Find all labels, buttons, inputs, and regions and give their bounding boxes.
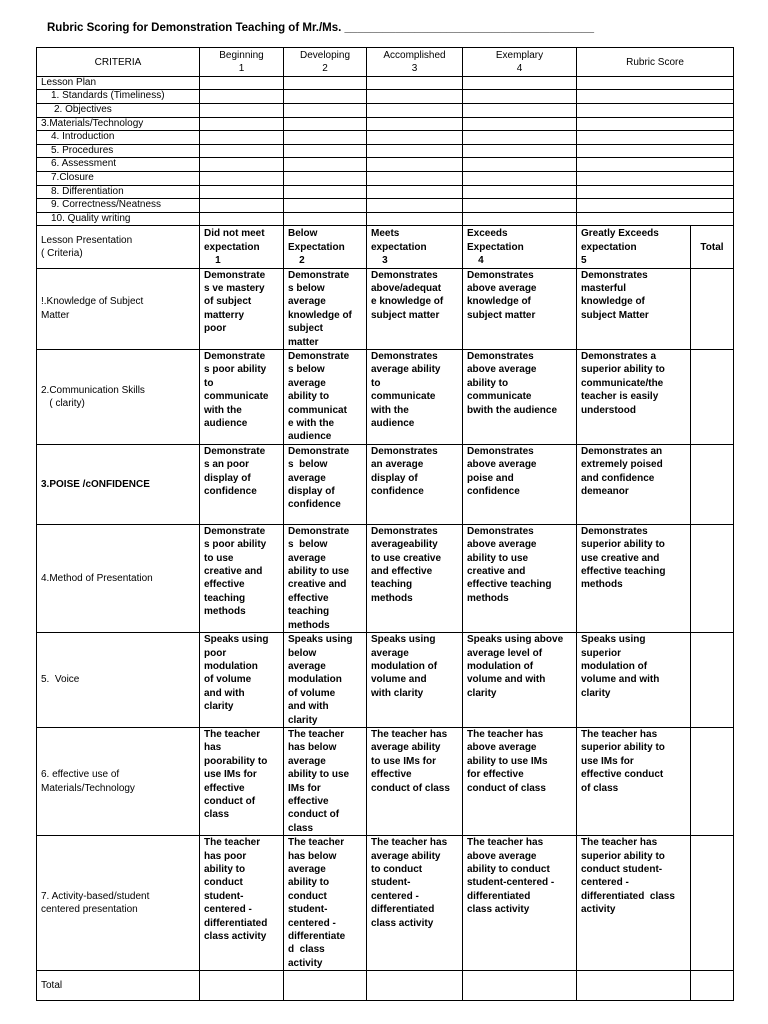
score-cell [200, 117, 284, 131]
level-name: Developing [299, 50, 351, 61]
lesson-plan-item-row [37, 212, 734, 226]
score-cell [367, 185, 463, 199]
score-cell [200, 158, 284, 172]
criterion-label: 3.POISE /cONFIDENCE [37, 444, 200, 524]
lesson-plan-item-row [37, 199, 734, 213]
score-cell [284, 171, 367, 185]
criterion-label: 5. Voice [37, 633, 200, 728]
rubric-score-cell [577, 144, 734, 158]
total-cell [367, 971, 463, 1001]
level-number: 3 [411, 63, 418, 75]
lesson-plan-item-row [37, 158, 734, 172]
rubric-table [36, 47, 734, 1001]
criterion-cell: The teacher has superior ability to use IMs for effective conduct of class [577, 727, 691, 835]
rubric-score-cell [577, 131, 734, 145]
score-cell [463, 144, 577, 158]
score-cell [463, 171, 577, 185]
score-cell [463, 76, 577, 90]
criterion-cell: Demonstrates an extremely poised and confidence demeanor [577, 444, 691, 524]
rubric-score-cell [577, 158, 734, 172]
rubric-score-cell [577, 212, 734, 226]
lesson-plan-item: 9. Correctness/Neatness [37, 199, 200, 213]
lesson-plan-item: 10. Quality writing [37, 212, 200, 226]
level-number: 4 [516, 63, 523, 75]
rubric-score-cell [577, 185, 734, 199]
score-cell [463, 199, 577, 213]
criterion-row [37, 444, 734, 524]
score-cell [367, 158, 463, 172]
score-cell [200, 212, 284, 226]
criterion-cell: Demonstrates an average display of confidence [367, 444, 463, 524]
lesson-plan-item-row [37, 144, 734, 158]
presentation-level-3: Meets expectation 3 [367, 226, 463, 268]
lesson-plan-item: 7.Closure [37, 171, 200, 185]
criterion-cell: The teacher has below average ability to conduct student- centered - differentiate d class activity [284, 836, 367, 971]
level-header-beginning [200, 48, 284, 77]
lesson-plan-item: 8. Differentiation [37, 185, 200, 199]
lesson-plan-item-row [37, 90, 734, 104]
presentation-label: Lesson Presentation ( Criteria) [37, 226, 200, 268]
score-cell [367, 90, 463, 104]
rubric-score-cell [577, 104, 734, 118]
criterion-cell: Demonstrates masterful knowledge of subject Matter [577, 268, 691, 349]
criterion-cell: The teacher has average ability to conduct student- centered - differentiated class activity [367, 836, 463, 971]
score-cell [284, 117, 367, 131]
total-header: Total [691, 226, 734, 268]
criterion-cell: Speaks using superior modulation of volume and with clarity [577, 633, 691, 728]
lesson-plan-item: 4. Introduction [37, 131, 200, 145]
total-cell [577, 971, 691, 1001]
score-cell [284, 144, 367, 158]
lesson-plan-row [37, 76, 734, 90]
criterion-cell: Demonstrates superior ability to use creative and effective teaching methods [577, 524, 691, 632]
total-cell [691, 727, 734, 835]
criterion-label: 6. effective use of Materials/Technology [37, 727, 200, 835]
lesson-plan-item: 2. Objectives [37, 104, 200, 118]
level-name: Exemplary [495, 50, 544, 61]
score-cell [284, 104, 367, 118]
lesson-plan-item-row [37, 104, 734, 118]
presentation-level-2: Below Expectation 2 [284, 226, 367, 268]
criterion-cell: The teacher has poorability to use IMs for effective conduct of class [200, 727, 284, 835]
score-cell [367, 104, 463, 118]
score-cell [367, 171, 463, 185]
score-cell [200, 131, 284, 145]
lesson-plan-item: 1. Standards (Timeliness) [37, 90, 200, 104]
score-cell [463, 131, 577, 145]
score-cell [367, 76, 463, 90]
rubric-score-cell [577, 117, 734, 131]
lesson-plan-item: 3.Materials/Technology [37, 117, 200, 131]
score-cell [367, 199, 463, 213]
total-row [37, 971, 734, 1001]
score-cell [284, 199, 367, 213]
lesson-plan-item-row [37, 185, 734, 199]
criteria-header: CRITERIA [37, 48, 200, 77]
criterion-cell: Demonstrate s below average knowledge of subject matter [284, 268, 367, 349]
presentation-level-1: Did not meet expectation 1 [200, 226, 284, 268]
criterion-label: 4.Method of Presentation [37, 524, 200, 632]
score-cell [367, 131, 463, 145]
score-cell [463, 117, 577, 131]
criterion-cell: The teacher has below average ability to use IMs for effective conduct of class [284, 727, 367, 835]
criterion-cell: Demonstrate s below average display of confidence [284, 444, 367, 524]
criterion-cell: Demonstrate s below average ability to use creative and effective teaching methods [284, 524, 367, 632]
page-title: Rubric Scoring for Demonstration Teaching of Mr./Ms. _______________________________________ [47, 22, 594, 34]
score-cell [200, 104, 284, 118]
score-cell [463, 90, 577, 104]
score-cell [284, 131, 367, 145]
presentation-header-row [37, 226, 734, 268]
criterion-cell: Speaks using poor modulation of volume and with clarity [200, 633, 284, 728]
criterion-label: 7. Activity-based/student centered presentation [37, 836, 200, 971]
criterion-row [37, 268, 734, 349]
rubric-score-cell [577, 90, 734, 104]
level-header-developing [284, 48, 367, 77]
criterion-cell: Demonstrates averageability to use creative and effective teaching methods [367, 524, 463, 632]
criterion-row [37, 524, 734, 632]
criterion-cell: Demonstrate s an poor display of confidence [200, 444, 284, 524]
score-cell [367, 212, 463, 226]
score-cell [284, 76, 367, 90]
total-cell [284, 971, 367, 1001]
criterion-cell: Speaks using above average level of modulation of volume and with clarity [463, 633, 577, 728]
criterion-cell: Demonstrates average ability to communicate with the audience [367, 350, 463, 445]
total-cell [691, 524, 734, 632]
criterion-cell: Demonstrate s ve mastery of subject matterry poor [200, 268, 284, 349]
lesson-plan-item-row [37, 171, 734, 185]
criterion-cell: Demonstrate s poor ability to communicate with the audience [200, 350, 284, 445]
rubric-score-cell [577, 199, 734, 213]
score-cell [367, 144, 463, 158]
level-name: Beginning [219, 50, 264, 61]
score-cell [463, 185, 577, 199]
criterion-row [37, 633, 734, 728]
criterion-cell: The teacher has superior ability to conduct student- centered - differentiated class activity [577, 836, 691, 971]
rubric-score-cell [577, 171, 734, 185]
criterion-cell: Demonstrates a superior ability to communicate/the teacher is easily understood [577, 350, 691, 445]
criterion-cell: Demonstrates above average ability to use creative and effective teaching methods [463, 524, 577, 632]
criterion-row [37, 836, 734, 971]
score-cell [284, 185, 367, 199]
total-cell [691, 268, 734, 349]
criterion-cell: Speaks using below average modulation of volume and with clarity [284, 633, 367, 728]
criterion-cell: Demonstrates above average poise and confidence [463, 444, 577, 524]
score-cell [463, 212, 577, 226]
total-cell [691, 836, 734, 971]
score-cell [284, 158, 367, 172]
score-cell [200, 144, 284, 158]
level-number: 2 [322, 63, 328, 75]
score-cell [200, 199, 284, 213]
criterion-label: !.Knowledge of Subject Matter [37, 268, 200, 349]
score-cell [463, 158, 577, 172]
criterion-cell: Demonstrate s poor ability to use creative and effective teaching methods [200, 524, 284, 632]
total-cell [463, 971, 577, 1001]
presentation-level-5: Greatly Exceeds expectation 5 [577, 226, 691, 268]
presentation-level-4: Exceeds Expectation 4 [463, 226, 577, 268]
total-cell [200, 971, 284, 1001]
score-cell [200, 185, 284, 199]
header-row [37, 48, 734, 77]
lesson-plan-label: Lesson Plan [37, 76, 200, 90]
rubric-score-header: Rubric Score [577, 48, 734, 77]
total-cell [691, 444, 734, 524]
lesson-plan-item-row [37, 117, 734, 131]
total-cell [691, 971, 734, 1001]
lesson-plan-item: 5. Procedures [37, 144, 200, 158]
criterion-cell: Demonstrate s below average ability to communicat e with the audience [284, 350, 367, 445]
criterion-row [37, 727, 734, 835]
score-cell [463, 104, 577, 118]
score-cell [200, 171, 284, 185]
level-header-accomplished [367, 48, 463, 77]
score-cell [284, 212, 367, 226]
criterion-label: 2.Communication Skills ( clarity) [37, 350, 200, 445]
score-cell [200, 90, 284, 104]
criterion-cell: Demonstrates above average ability to communicate bwith the audience [463, 350, 577, 445]
rubric-score-cell [577, 76, 734, 90]
total-cell [691, 350, 734, 445]
total-label: Total [37, 971, 200, 1001]
level-name: Accomplished [383, 50, 446, 61]
criterion-cell: The teacher has poor ability to conduct student- centered - differentiated class activity [200, 836, 284, 971]
level-header-exemplary [463, 48, 577, 77]
criterion-row [37, 350, 734, 445]
total-cell [691, 633, 734, 728]
criterion-cell: Demonstrates above/adequat e knowledge of subject matter [367, 268, 463, 349]
score-cell [200, 76, 284, 90]
score-cell [284, 90, 367, 104]
criterion-cell: The teacher has average ability to use IMs for effective conduct of class [367, 727, 463, 835]
lesson-plan-item-row [37, 131, 734, 145]
criterion-cell: The teacher has above average ability to use IMs for effective conduct of class [463, 727, 577, 835]
level-number: 1 [238, 63, 245, 75]
criterion-cell: Speaks using average modulation of volume and with clarity [367, 633, 463, 728]
criterion-cell: Demonstrates above average knowledge of subject matter [463, 268, 577, 349]
criterion-cell: The teacher has above average ability to conduct student-centered - differentiated class activity [463, 836, 577, 971]
score-cell [367, 117, 463, 131]
lesson-plan-item: 6. Assessment [37, 158, 200, 172]
